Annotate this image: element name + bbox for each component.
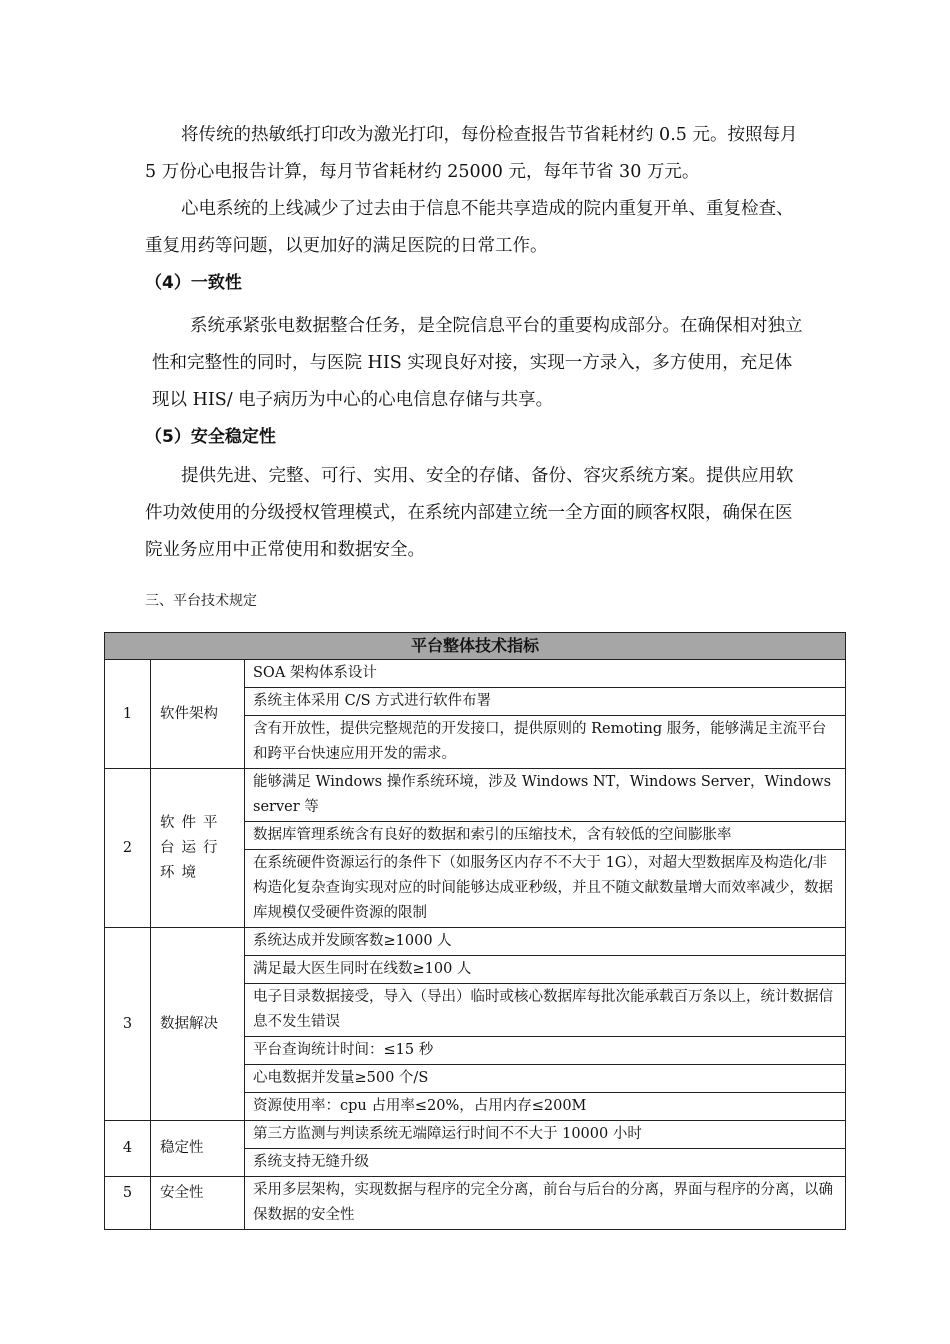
spec-item: 满足最大医生同时在线数≥100 人	[245, 956, 846, 984]
table-row	[105, 928, 846, 956]
row-number: 4	[105, 1121, 151, 1177]
spec-item: 心电数据并发量≥500 个/S	[245, 1065, 846, 1093]
spec-table	[104, 632, 846, 1230]
spec-item: SOA 架构体系设计	[245, 660, 846, 688]
table-row	[105, 1121, 846, 1149]
row-category: 数据解决	[151, 928, 245, 1121]
row-number: 3	[105, 928, 151, 1121]
row-number: 5	[105, 1177, 151, 1230]
paragraph-reduce-duplication: 心电系统的上线减少了过去由于信息不能共享造成的院内重复开单、重复检查、重复用药等问题，以更加好的满足医院的日常工作。	[145, 199, 794, 256]
spec-item: 能够满足 Windows 操作系统环境，涉及 Windows NT，Windows Server，Windows server 等	[245, 769, 846, 822]
heading-security-stability: （5）安全稳定性	[145, 427, 276, 447]
row-category: 软件平台运行环境	[151, 769, 245, 928]
paragraph-security: 提供先进、完整、可行、实用、安全的存储、备份、容灾系统方案。提供应用软件功效使用的分级授权管理模式，在系统内部建立统一全方面的顾客权限，确保在医院业务应用中正常使用和数据安全。	[145, 466, 794, 560]
row-number: 2	[105, 769, 151, 928]
spec-item: 在系统硬件资源运行的条件下（如服务区内存不不大于 1G），对超大型数据库及构造化/非构造化复杂查询实现对应的时间能够达成亚秒级，并且不随文献数量增大而效率减少，数据库规模仅受硬件资源的限制	[245, 850, 846, 928]
table-row	[105, 660, 846, 688]
table-header-row	[105, 633, 846, 660]
table-row	[105, 769, 846, 822]
table-title: 平台整体技术指标	[105, 633, 846, 660]
spec-item: 系统主体采用 C/S 方式进行软件布署	[245, 688, 846, 716]
paragraph-cost-saving: 将传统的热敏纸打印改为激光打印，每份检查报告节省耗材约 0.5 元。按照每月 5 万份心电报告计算，每月节省耗材约 25000 元，每年节省 30 万元。	[145, 125, 798, 182]
spec-item: 含有开放性，提供完整规范的开发接口，提供原则的 Remoting 服务，能够满足主流平台和跨平台快速应用开发的需求。	[245, 716, 846, 769]
row-number: 1	[105, 660, 151, 769]
spec-item: 采用多层架构，实现数据与程序的完全分离，前台与后台的分离，界面与程序的分离，以确保数据的安全性	[245, 1177, 846, 1230]
section-title: 三、平台技术规定	[145, 593, 257, 609]
spec-item: 数据库管理系统含有良好的数据和索引的压缩技术，含有较低的空间膨胀率	[245, 822, 846, 850]
spec-item: 系统达成并发顾客数≥1000 人	[245, 928, 846, 956]
table-row	[105, 1177, 846, 1230]
heading-consistency: （4）一致性	[145, 273, 242, 293]
row-category: 安全性	[151, 1177, 245, 1230]
spec-item: 平台查询统计时间：≤15 秒	[245, 1037, 846, 1065]
spec-item: 系统支持无缝升级	[245, 1149, 846, 1177]
row-category: 软件架构	[151, 660, 245, 769]
spec-item: 资源使用率：cpu 占用率≤20%，占用内存≤200M	[245, 1093, 846, 1121]
paragraph-consistency: 系统承紧张电数据整合任务，是全院信息平台的重要构成部分。在确保相对独立性和完整性的同时，与医院 HIS 实现良好对接，实现一方录入，多方使用，充足体现以 HIS/ 电子病历为中心的心电信息存储与共享。	[152, 316, 803, 410]
row-category: 稳定性	[151, 1121, 245, 1177]
spec-item: 电子目录数据接受，导入（导出）临时或核心数据库每批次能承载百万条以上，统计数据信息不发生错误	[245, 984, 846, 1037]
spec-item: 第三方监测与判读系统无端障运行时间不不大于 10000 小时	[245, 1121, 846, 1149]
